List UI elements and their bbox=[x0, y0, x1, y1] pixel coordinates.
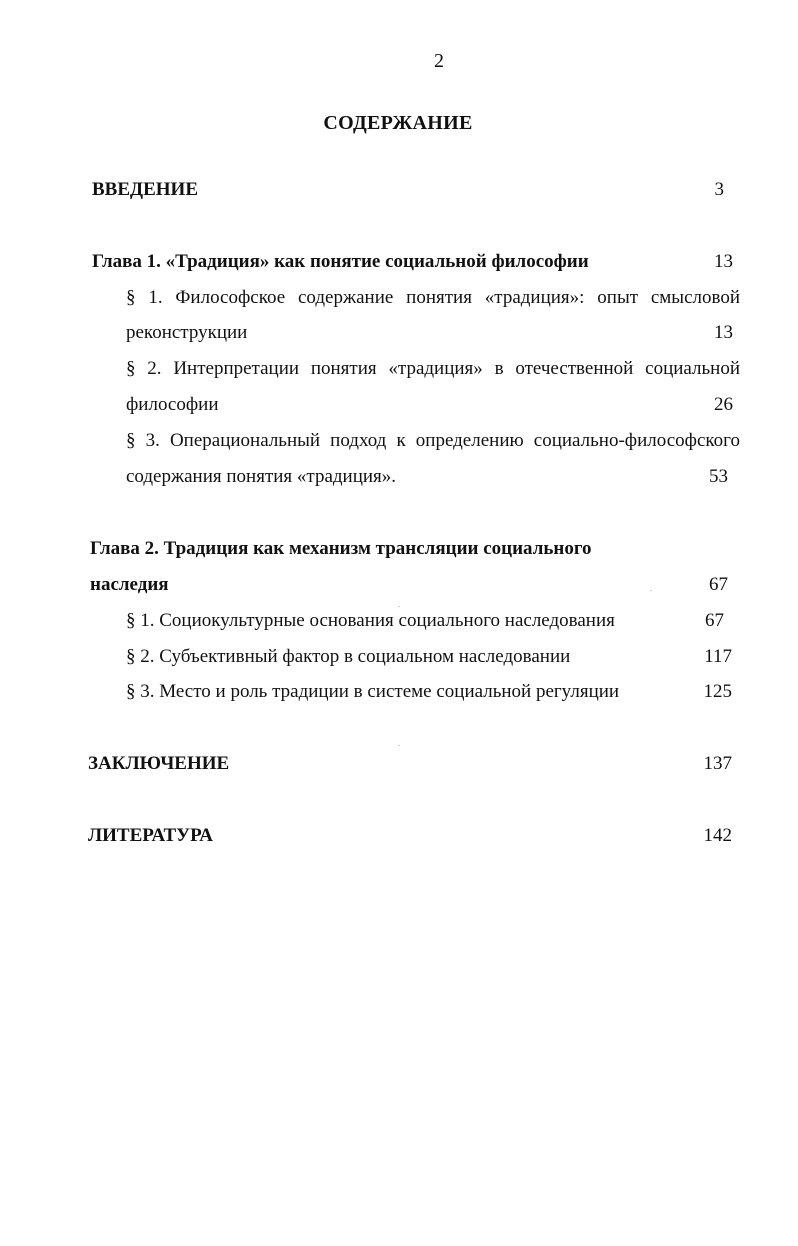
scan-speck bbox=[650, 590, 652, 591]
toc-page-ch1-sec3: 53 bbox=[709, 466, 728, 487]
toc-page-ch2-sec1: 67 bbox=[705, 610, 724, 631]
toc-page-conclusion: 137 bbox=[703, 753, 732, 774]
toc-entry-ch1-sec1-line1[interactable]: § 1. Философское содержание понятия «традиция»: опыт смысловой bbox=[126, 287, 740, 308]
toc-page-ch1-sec2: 26 bbox=[714, 394, 733, 415]
toc-page-ch1-sec1: 13 bbox=[714, 322, 733, 343]
toc-entry-ch2-sec2[interactable]: § 2. Субъективный фактор в социальном наследовании bbox=[126, 646, 571, 667]
toc-page-ch2-sec2: 117 bbox=[704, 646, 732, 667]
page-number: 2 bbox=[434, 50, 444, 72]
toc-page-chapter-2: 67 bbox=[709, 574, 728, 595]
toc-entry-literature[interactable]: ЛИТЕРАТУРА bbox=[88, 825, 214, 846]
toc-page-ch2-sec3: 125 bbox=[703, 681, 732, 702]
toc-page-chapter-1: 13 bbox=[714, 251, 733, 272]
toc-entry-ch1-sec2-line1[interactable]: § 2. Интерпретации понятия «традиция» в отечественной социальной bbox=[126, 358, 740, 379]
scan-speck bbox=[398, 745, 400, 746]
toc-entry-ch1-sec3-line2[interactable]: содержания понятия «традиция». bbox=[126, 466, 397, 487]
toc-entry-ch1-sec2-line2[interactable]: философии bbox=[126, 394, 219, 415]
toc-entry-chapter-2-line2[interactable]: наследия bbox=[90, 574, 169, 595]
toc-page-literature: 142 bbox=[703, 825, 732, 846]
toc-entry-ch1-sec3-line1[interactable]: § 3. Операциональный подход к определению социально-философского bbox=[126, 430, 740, 451]
scan-speck bbox=[398, 606, 400, 607]
toc-page-intro: 3 bbox=[714, 179, 724, 200]
toc-entry-ch2-sec1[interactable]: § 1. Социокультурные основания социального наследования bbox=[126, 610, 615, 631]
toc-entry-chapter-1[interactable]: Глава 1. «Традиция» как понятие социальной философии bbox=[92, 251, 589, 272]
toc-entry-intro[interactable]: ВВЕДЕНИЕ bbox=[92, 179, 198, 200]
toc-title: СОДЕРЖАНИЕ bbox=[323, 112, 473, 134]
toc-entry-ch2-sec3[interactable]: § 3. Место и роль традиции в системе социальной регуляции bbox=[126, 681, 620, 702]
toc-entry-conclusion[interactable]: ЗАКЛЮЧЕНИЕ bbox=[88, 753, 230, 774]
toc-entry-ch1-sec1-line2[interactable]: реконструкции bbox=[126, 322, 248, 343]
toc-entry-chapter-2-line1[interactable]: Глава 2. Традиция как механизм трансляции социального bbox=[90, 538, 592, 559]
